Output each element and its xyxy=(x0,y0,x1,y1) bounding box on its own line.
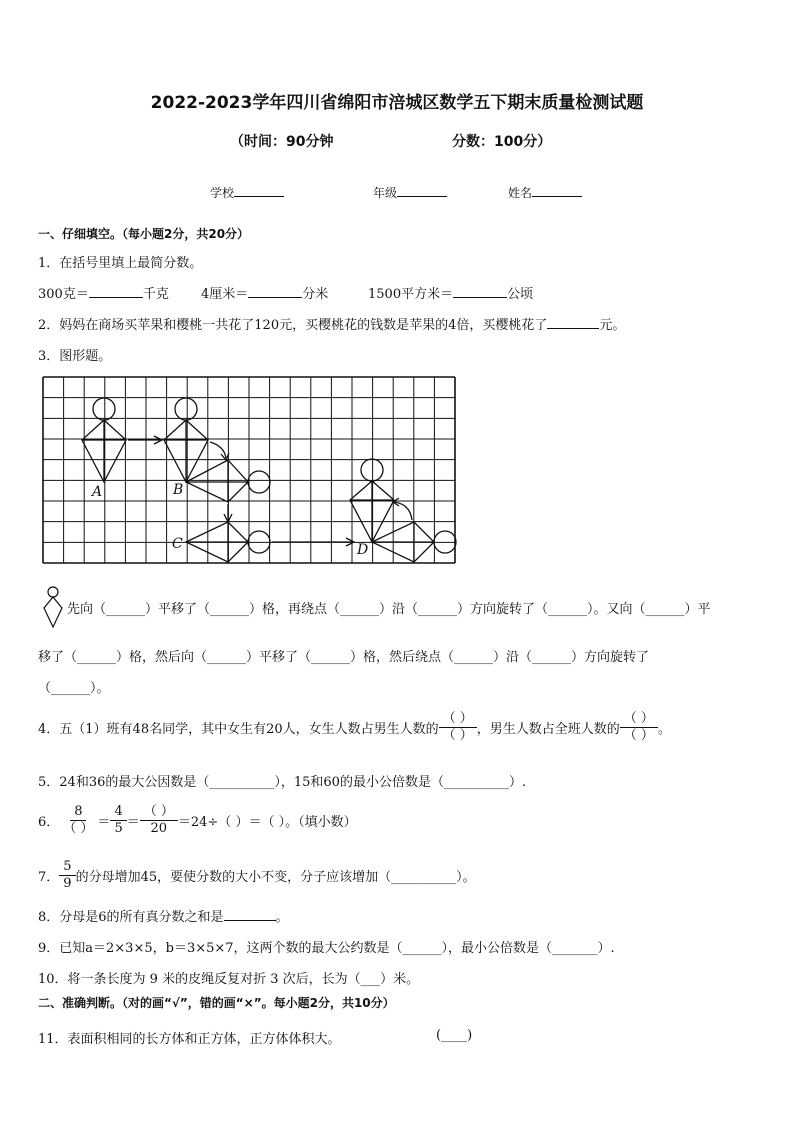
answer-blank[interactable] xyxy=(248,283,302,298)
question-1-a: 300克＝ 千克 xyxy=(38,283,169,302)
question-10: 10．将一条长度为 9 米的皮绳反复对折 3 次后，长为（___）米。 xyxy=(38,972,420,987)
question-2: 2．妈妈在商场买苹果和樱桃一共花了120元，买樱桃花的钱数是苹果的4倍，买樱桃花了 元。 xyxy=(38,314,625,333)
answer-blank[interactable] xyxy=(547,314,599,329)
question-3-stem: 3．图形题。 xyxy=(38,349,112,364)
answer-fraction[interactable]: $\frac{( )}{( )}$ xyxy=(620,711,658,744)
question-6: 6． $\frac{8}{( )}$ ＝ $\frac{4}{5}$ ＝ $\frac{( )}{20}$ ＝24÷（ ）＝（ ）。（填小数） xyxy=(38,804,357,836)
answer-blank[interactable]: (____) xyxy=(436,1028,473,1043)
question-8: 8．分母是6的所有真分数之和是 。 xyxy=(38,906,289,925)
answer-blank[interactable] xyxy=(453,283,507,298)
school-label: 学校 xyxy=(210,186,235,200)
question-7: 7． $\frac{5}{9}$ 的分母增加45，要使分数的大小不变，分子应该增加（__________）。 xyxy=(38,859,476,891)
kite-shape-icon xyxy=(40,585,66,629)
grade-field[interactable] xyxy=(373,182,447,201)
name-label: 姓名 xyxy=(508,186,533,200)
figure-label-c: C xyxy=(172,536,183,552)
question-1-b: 4厘米＝ 分米 xyxy=(201,283,328,302)
question-3-line-3: （______）。 xyxy=(38,681,110,696)
question-1-stem: 1．在括号里填上最简分数。 xyxy=(38,256,203,271)
answer-blank[interactable] xyxy=(89,283,143,298)
figure-label-b: B xyxy=(173,482,184,498)
answer-blank[interactable] xyxy=(224,906,276,921)
question-1-c: 1500平方米＝ 公顷 xyxy=(368,283,533,302)
question-11: 11．表面积相同的长方体和正方体，正方体体积大。 xyxy=(38,1032,341,1047)
grid-lines xyxy=(43,377,455,563)
exam-time: （时间：90分钟 xyxy=(230,134,334,150)
name-field[interactable] xyxy=(508,182,582,201)
question-3-line-2: 移了（______）格，然后向（______）平移了（______）格，然后绕点（______）沿（______）方向旋转了 xyxy=(38,650,650,665)
exam-score: 分数：100分） xyxy=(452,134,552,150)
school-field[interactable] xyxy=(210,182,284,201)
answer-fraction[interactable]: $\frac{( )}{( )}$ xyxy=(439,711,477,744)
section-heading: 一、仔细填空。（每小题2分，共20分） xyxy=(38,227,250,241)
question-5: 5．24和36的最大公因数是（__________），15和60的最小公倍数是（__________）. xyxy=(38,775,527,790)
grid-figure xyxy=(40,374,458,566)
figure-label-d: D xyxy=(357,542,369,558)
question-4: 4．五（1）班有48名同学，其中女生有20人，女生人数占男生人数的 $\frac{( )}{( )}$ ，男生人数占全班人数的 $\frac{( )}{( )}$ 。 xyxy=(38,711,671,743)
question-3-line-1: 先向（______）平移了（______）格，再绕点（______）沿（______）方向旋转了（______）。又向（______）平 xyxy=(67,602,711,617)
question-9: 9．已知a＝2×3×5，b＝3×5×7，这两个数的最大公约数是（______），最小公倍数是（_______）. xyxy=(38,941,615,956)
figure-label-a: A xyxy=(92,484,103,500)
page-title: 2022-2023学年四川省绵阳市涪城区数学五下期末质量检测试题 xyxy=(150,93,644,113)
section-heading: 二、准确判断。（对的画“√”，错的画“×”。每小题2分，共10分） xyxy=(38,996,395,1010)
grade-label: 年级 xyxy=(373,186,398,200)
